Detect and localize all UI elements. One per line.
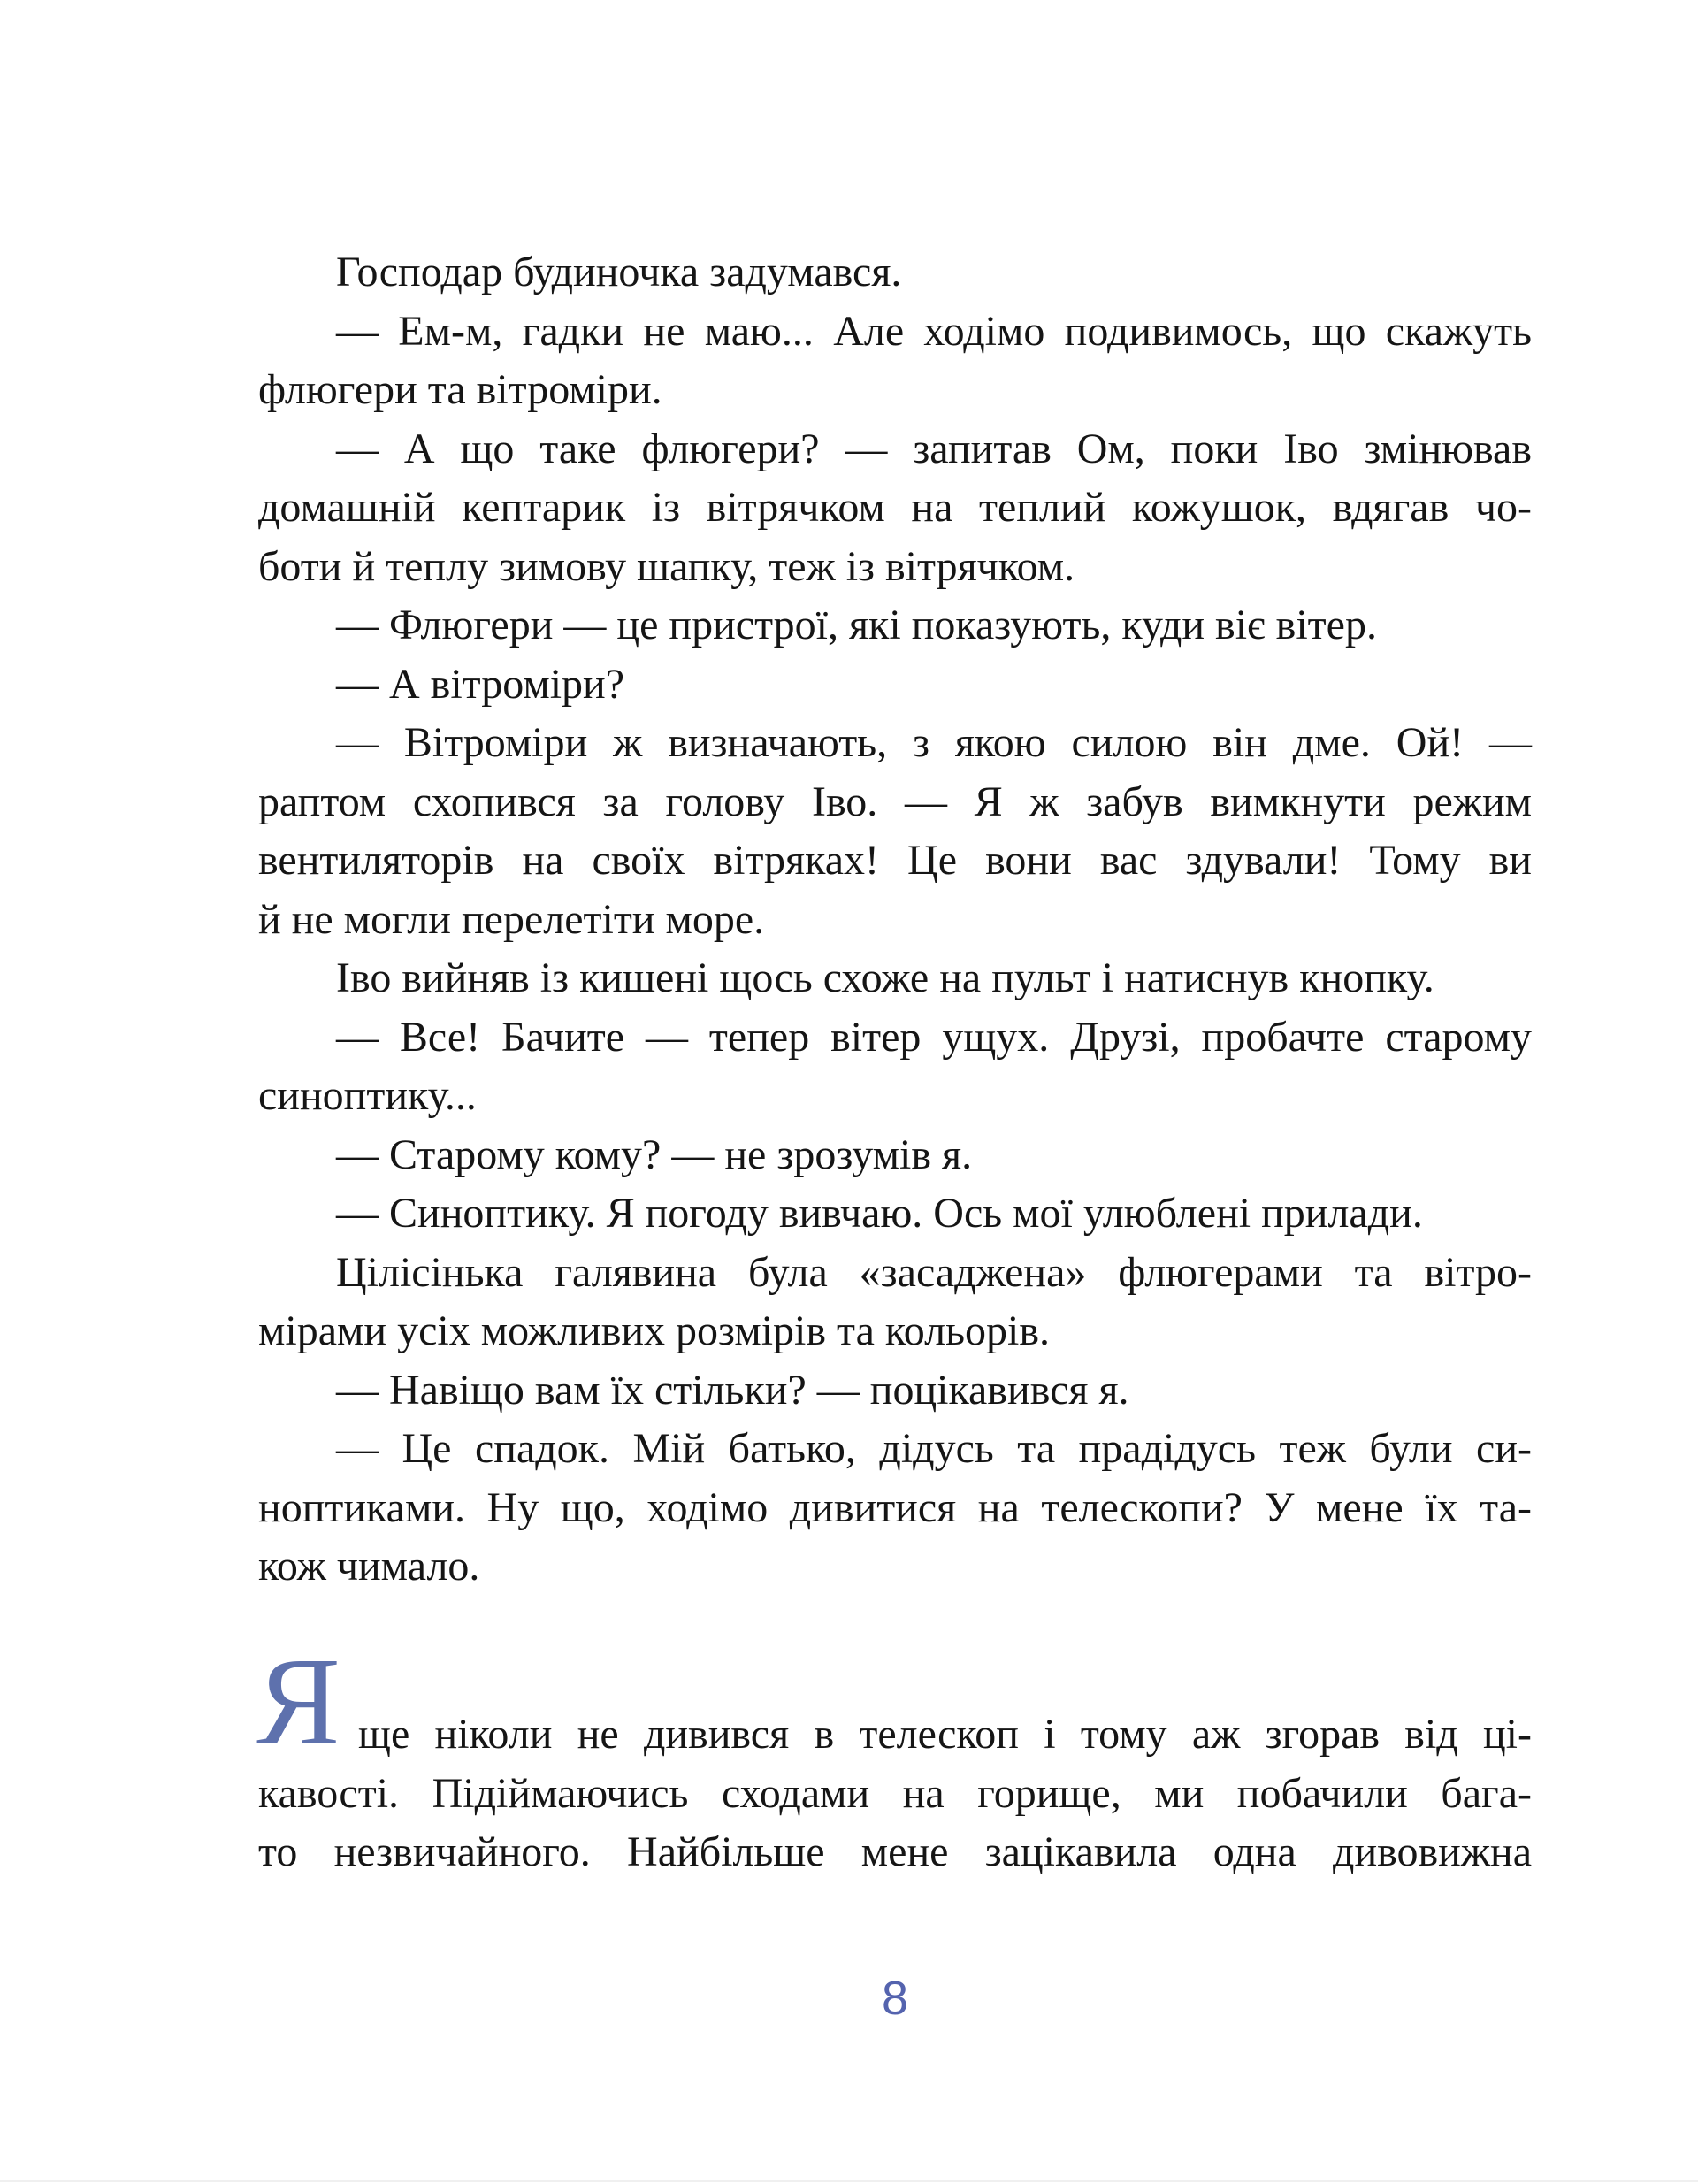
text-line: кож чимало. bbox=[258, 1543, 480, 1590]
text-line: — А що таке флюгери? — запитав Ом, поки Іво змінював bbox=[336, 425, 1532, 472]
text-line: флюгери та вітроміри. bbox=[258, 366, 662, 413]
text-line: — Ем-м, гадки не маю... Але ходімо подивимось, що скажуть bbox=[336, 307, 1532, 355]
page-number: 8 bbox=[881, 1972, 909, 2025]
text-line: — А вітроміри? bbox=[336, 660, 625, 708]
text-line: Іво вийняв із кишені щось схоже на пульт і натиснув кнопку. bbox=[336, 954, 1434, 1001]
text-line: ноптиками. Ну що, ходімо дивитися на телескопи? У мене їх та- bbox=[258, 1483, 1532, 1531]
text-line: мірами усіх можливих розмірів та кольорів. bbox=[258, 1307, 1051, 1354]
text-line: синоптику... bbox=[258, 1072, 477, 1119]
text-line: Цілісінька галявина була «засаджена» флюгерами та вітро- bbox=[336, 1248, 1532, 1296]
text-line: Господар будиночка задумався. bbox=[336, 249, 902, 295]
bottom-edge-line bbox=[0, 2180, 1698, 2182]
text-line: — Все! Бачите — тепер вітер ущух. Друзі, пробачте старому bbox=[336, 1013, 1532, 1061]
text-line: домашній кептарик із вітрячком на теплий кожушок, вдягав чо- bbox=[258, 484, 1532, 531]
text-line: боти й теплу зимову шапку, теж із вітрячком. bbox=[258, 542, 1075, 590]
text-line: — Флюгери — це пристрої, які показують, куди віє вітер. bbox=[336, 602, 1377, 648]
dropcap-paragraph-block bbox=[258, 1705, 1532, 1882]
text-line: ще ніколи не дивився в телескоп і тому аж згорав від ці- bbox=[358, 1711, 1532, 1758]
text-line: — Навіщо вам їх стільки? — поцікавився я. bbox=[336, 1366, 1129, 1414]
text-line: — Це спадок. Мій батько, дідусь та прадідусь теж були си- bbox=[336, 1425, 1532, 1472]
text-line: вентиляторів на своїх вітряках! Це вони вас здували! Тому ви bbox=[258, 837, 1532, 884]
text-line: — Старому кому? — не зрозумів я. bbox=[336, 1130, 973, 1178]
text-line: раптом схопився за голову Іво. — Я ж забув вимкнути режим bbox=[258, 778, 1532, 825]
text-line: то незвичайного. Найбільше мене зацікавила одна дивовижна bbox=[258, 1828, 1532, 1875]
text-line: — Вітроміри ж визначають, з якою силою він дме. Ой! — bbox=[336, 719, 1532, 766]
text-line: — Синоптику. Я погоду вивчаю. Ось мої улюблені прилади. bbox=[336, 1190, 1423, 1237]
text-line: кавості. Підіймаючись сходами на горище, ми побачили бага- bbox=[258, 1769, 1532, 1817]
text-line: й не могли перелетіти море. bbox=[258, 895, 765, 943]
main-text-block bbox=[258, 243, 1532, 1597]
drop-cap: Я bbox=[256, 1631, 340, 1771]
